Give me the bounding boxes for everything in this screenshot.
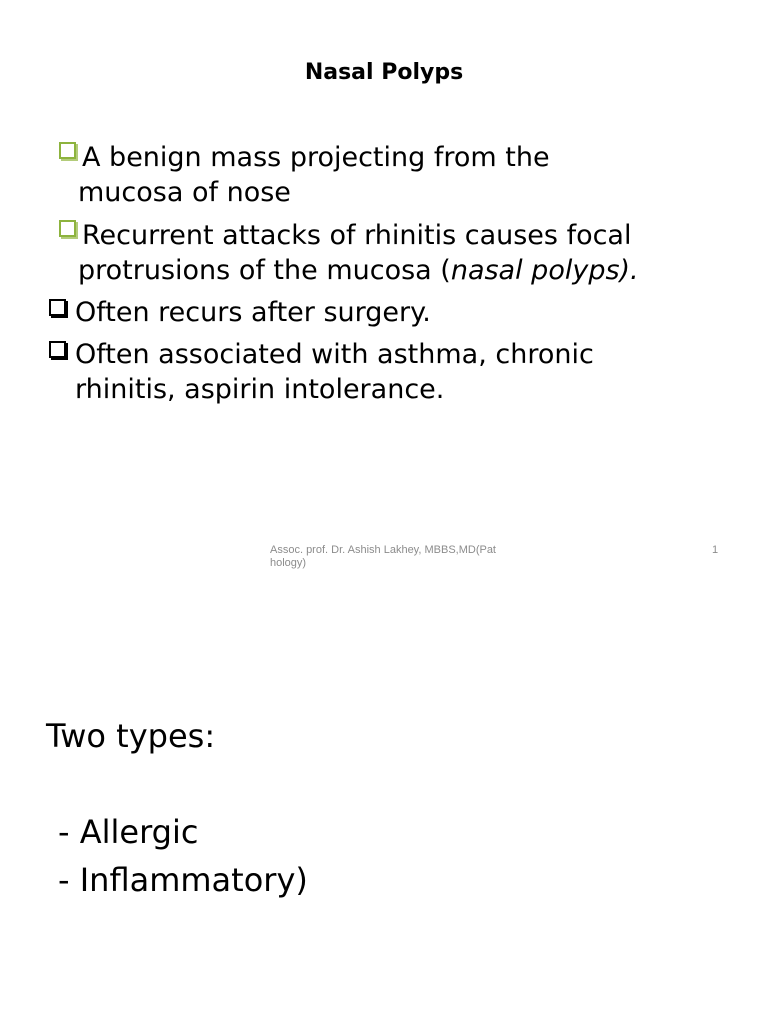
type-item-allergic: - Allergic (58, 813, 199, 851)
types-heading: Two types: (46, 717, 216, 755)
checkbox-bullet-icon (49, 299, 66, 316)
checkbox-bullet-icon (59, 142, 76, 159)
bullet-2-line-1: Recurrent attacks of rhinitis causes focal (82, 220, 632, 251)
checkbox-bullet-icon (59, 220, 76, 237)
bullet-2-line-2: protrusions of the mucosa ( (78, 255, 451, 286)
type-item-inflammatory: - Inflammatory) (58, 861, 308, 899)
bullet-4-line-2: rhinitis, aspirin intolerance. (75, 374, 445, 405)
slide-number: 1 (712, 544, 719, 556)
bullet-3-line-1: Often recurs after surgery. (75, 297, 431, 328)
bullet-1-line-2: mucosa of nose (78, 177, 291, 208)
bullet-1-line-1: A benign mass projecting from the (82, 142, 550, 173)
bullet-2-line-2-italic: nasal polyps). (450, 255, 639, 286)
bullet-item-1 (56, 140, 550, 210)
bullet-item-4 (48, 337, 594, 407)
bullet-item-2 (56, 218, 639, 288)
bullet-item-3 (48, 295, 431, 330)
footer-author: Assoc. prof. Dr. Ashish Lakhey, MBBS,MD(Pathology) (270, 544, 496, 569)
slide-title: Nasal Polyps (304, 60, 464, 85)
checkbox-bullet-icon (49, 341, 66, 358)
bullet-4-line-1: Often associated with asthma, chronic (75, 339, 594, 370)
